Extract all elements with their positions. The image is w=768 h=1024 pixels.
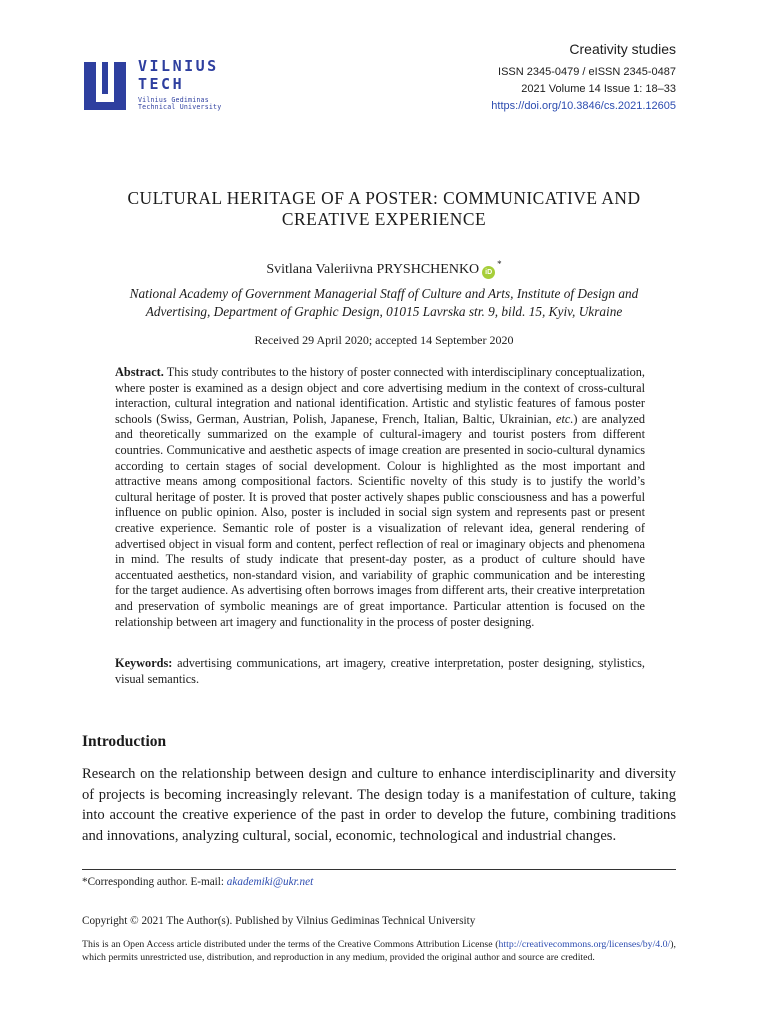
- license-notice: [82, 938, 676, 964]
- corresponding-mark: *: [497, 259, 502, 269]
- copyright-notice: Copyright © 2021 The Author(s). Published by Vilnius Gediminas Technical University: [82, 915, 476, 927]
- author-line: [0, 255, 768, 279]
- introduction-text: Research on the relationship between design and culture to enhance interdisciplinarity and diversity of projects is becoming increasingly relevant. The design today is a manifestation of culture, taking into account the creative experience of the past in order to develop the future, combining traditions and innovations, analyzing cultural, social, economic, technological and industrial changes.: [82, 766, 676, 844]
- affiliation-line-1: National Academy of Government Managerial Staff of Culture and Arts, Institute of Design and: [129, 286, 639, 301]
- received-dates: Received 29 April 2020; accepted 14 September 2020: [254, 333, 514, 347]
- abstract-text-2: ) are analyzed and theoretically summarized on the example of cultural-imagery and tourist posters from different countries. Communicative and aesthetic aspects of image creation are presented in socio-cultural dynamics according to certain stages of social development. Colour is highlighted as the most important and attractive means among compositional factors. Scientific novelty of this study is to justify the world’s cultural heritage of poster. It is proved that poster actively shapes public consciousness and has a powerful influence on public opinion. Also, poster is included in social sign system and represents past or present creative experience. Semantic role of poster is a visualization of relevant idea, general rendering of advertised object in visual form and content, perfect reflection of real or imaginary objects and phenomena in mind. The results of study indicate that present-day poster, as a product of culture should have accentuated aesthetics, non-standard vision, and variability of graphic communication and be interesting for the target audience. As advertising often borrows images from different arts, their creative interpretation and preservation of symbolic meanings are of great importance. Particular attention is focused on the relationship between art imagery and functionality in the process of poster designing.: [115, 411, 645, 629]
- corresponding-author: [82, 875, 313, 890]
- keywords-label: Keywords:: [115, 656, 173, 670]
- footnote-divider: [82, 869, 676, 870]
- logo-word-tech: TECH: [138, 75, 185, 93]
- abstract-text-1: This study contributes to the history of poster connected with interdisciplinary conceptualization, where poster is examined as a design object and core advertising medium in the context of cross-cultural interaction, cultural integration and national identification. Artistic and stylistic features of famous poster schools (Swiss, German, Austrian, Polish, Japanese, French, Italian, Baltic, Ukrainian,: [115, 365, 645, 426]
- doi-link[interactable]: https://doi.org/10.3846/cs.2021.12605: [491, 100, 676, 112]
- title-line-2: CREATIVE EXPERIENCE: [281, 209, 487, 229]
- license-text-1: This is an Open Access article distributed under the terms of the Creative Commons Attribution License (: [82, 939, 499, 950]
- affiliation-line-2: Advertising, Department of Graphic Design, 01015 Lavrska str. 9, bild. 15, Kyiv, Ukraine: [145, 304, 623, 319]
- logo-subtitle-line2: Technical University: [138, 103, 222, 111]
- keywords: [115, 656, 645, 687]
- journal-info: [491, 40, 676, 115]
- journal-volume: 2021 Volume 14 Issue 1: 18–33: [521, 83, 676, 95]
- paper-title: [60, 188, 708, 230]
- vilniustech-logo-icon: [82, 58, 128, 112]
- journal-name: Creativity studies: [569, 41, 676, 57]
- orcid-icon[interactable]: iD: [482, 266, 495, 279]
- title-line-1: CULTURAL HERITAGE OF A POSTER: COMMUNICATIVE AND: [127, 188, 641, 208]
- abstract: [115, 365, 645, 630]
- corr-prefix: *Corresponding author. E-mail:: [82, 876, 227, 888]
- keywords-text: advertising communications, art imagery, creative interpretation, poster designing, stylistics, visual semantics.: [115, 656, 645, 686]
- journal-issn: ISSN 2345-0479 / eISSN 2345-0487: [498, 66, 676, 78]
- university-logo: [82, 58, 242, 112]
- logo-word-vilnius: VILNIUS: [138, 57, 219, 75]
- author-name: Svitlana Valeriivna PRYSHCHENKO: [266, 262, 480, 277]
- corr-email-link[interactable]: akademiki@ukr.net: [226, 876, 314, 888]
- affiliation: [96, 285, 672, 321]
- abstract-label: Abstract.: [115, 365, 164, 379]
- license-text-2: ), which permits unrestricted use, distribution, and reproduction in any medium, provided the original author and source are credited.: [82, 939, 676, 963]
- license-link[interactable]: http://creativecommons.org/licenses/by/4.0/: [498, 939, 671, 950]
- abstract-etc: etc.: [556, 411, 574, 426]
- introduction-heading: Introduction: [82, 733, 167, 750]
- logo-subtitle-line1: Vilnius Gediminas: [138, 96, 209, 104]
